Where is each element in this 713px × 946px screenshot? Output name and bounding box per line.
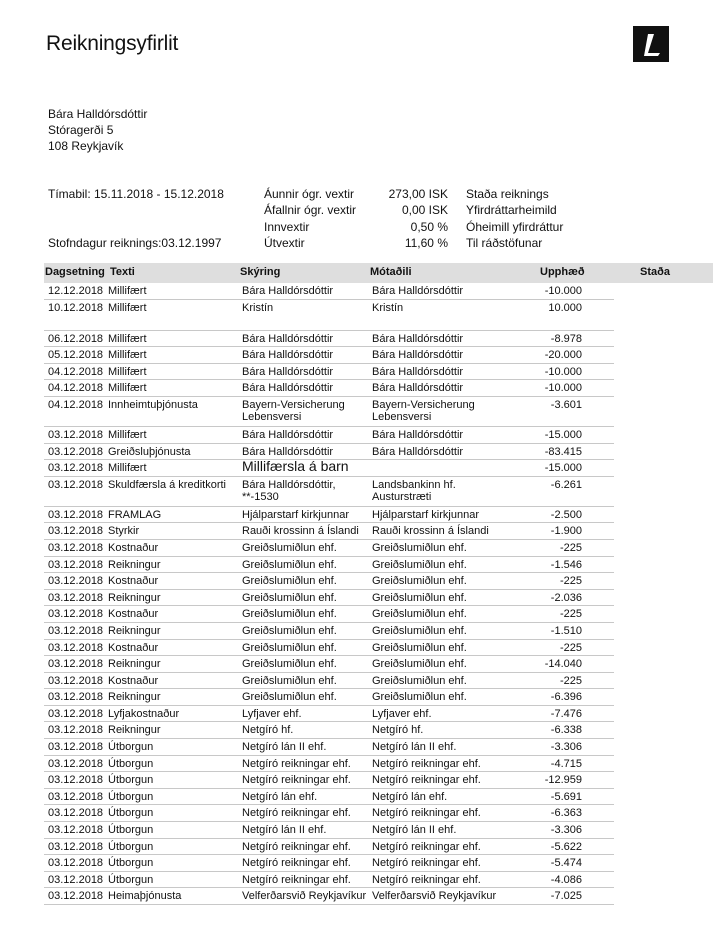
row-text: Reikningur: [108, 624, 161, 637]
row-amount: 10.000: [548, 301, 582, 314]
row-date: 03.12.2018: [48, 774, 104, 787]
row-date: 04.12.2018: [48, 382, 104, 395]
row-skyring: Hjálparstarf kirkjunnar: [242, 508, 349, 521]
row-date: 03.12.2018: [48, 890, 104, 903]
row-date: 03.12.2018: [48, 873, 104, 886]
row-skyring: Bára Halldórsdóttir: [242, 445, 334, 458]
row-date: 03.12.2018: [48, 857, 104, 870]
row-skyring: Bára Halldórsdóttir: [242, 428, 334, 441]
row-amount: -15.000: [544, 428, 582, 441]
summary-value: 0,00 ISK: [401, 203, 448, 218]
row-text: Reikningur: [108, 691, 161, 704]
table-row: [44, 557, 614, 574]
row-date: 03.12.2018: [48, 824, 104, 837]
row-skyring: Bára Halldórsdóttir: [242, 349, 334, 362]
status-label: Óheimill yfirdráttur: [466, 219, 564, 234]
account-founded: Stofndagur reiknings:03.12.1997: [48, 236, 222, 250]
row-text: Lyfjakostnaður: [108, 707, 180, 720]
row-amount: -10.000: [544, 382, 582, 395]
row-skyring: Netgíró lán II ehf.: [242, 741, 327, 754]
row-motadili: Greiðslumiðlun ehf.: [372, 558, 467, 571]
row-text: Millifært: [108, 428, 147, 441]
row-amount: -20.000: [544, 349, 582, 362]
row-skyring: Greiðslumiðlun ehf.: [242, 541, 337, 554]
col-date: Dagsetning: [45, 266, 105, 278]
row-text: Útborgun: [108, 873, 154, 886]
row-amount: -12.959: [544, 774, 582, 787]
row-amount: -225: [559, 641, 582, 654]
row-motadili: Landsbankinn hf. Austurstræti: [372, 478, 456, 503]
row-motadili: Netgíró reikningar ehf.: [372, 840, 481, 853]
table-row: [44, 540, 614, 557]
row-amount: -8.978: [550, 332, 582, 345]
row-date: 03.12.2018: [48, 724, 104, 737]
summary-value: 11,60 %: [404, 235, 448, 250]
row-text: Millifært: [108, 349, 147, 362]
row-text: Heimaþjónusta: [108, 890, 182, 903]
table-row: [44, 640, 614, 657]
row-skyring: Netgíró reikningar ehf.: [242, 774, 351, 787]
row-text: Útborgun: [108, 807, 154, 820]
row-date: 03.12.2018: [48, 428, 104, 441]
row-skyring: Bayern-Versicherung Lebensversi: [242, 398, 345, 423]
row-skyring: Netgíró reikningar ehf.: [242, 873, 351, 886]
address-name: Bára Halldórsdóttir: [48, 107, 148, 121]
table-row: [44, 822, 614, 839]
row-motadili: Greiðslumiðlun ehf.: [372, 674, 467, 687]
row-amount: -1.900: [550, 525, 582, 538]
status-label: Yfirdráttarheimild: [466, 203, 557, 218]
page-title: Reikningsyfirlit: [46, 32, 179, 55]
summary-value: 0,50 %: [410, 219, 448, 234]
row-motadili: Bayern-Versicherung Lebensversi: [372, 398, 475, 423]
summary-values: [360, 186, 448, 251]
table-row: [44, 839, 614, 856]
table-row: [44, 283, 614, 300]
row-text: Útborgun: [108, 790, 154, 803]
row-amount: -1.546: [550, 558, 582, 571]
table-row: [44, 706, 614, 723]
row-motadili: Netgíró reikningar ehf.: [372, 807, 481, 820]
row-skyring: Greiðslumiðlun ehf.: [242, 658, 337, 671]
row-motadili: Lyfjaver ehf.: [372, 707, 432, 720]
row-date: 03.12.2018: [48, 658, 104, 671]
row-skyring: Greiðslumiðlun ehf.: [242, 691, 337, 704]
row-motadili: Netgíró hf.: [372, 724, 424, 737]
address-city: 108 Reykjavík: [48, 139, 124, 153]
row-date: 03.12.2018: [48, 525, 104, 538]
summary-label: Innvextir: [264, 219, 310, 234]
row-amount: -10.000: [544, 365, 582, 378]
table-row: [44, 855, 614, 872]
row-skyring: Bára Halldórsdóttir: [242, 285, 334, 297]
row-text: Innheimtuþjónusta: [108, 398, 198, 411]
row-motadili: Bára Halldórsdóttir: [372, 349, 464, 362]
row-motadili: Bára Halldórsdóttir: [372, 382, 464, 395]
row-skyring: Netgíró lán ehf.: [242, 790, 318, 803]
row-skyring: Lyfjaver ehf.: [242, 707, 302, 720]
summary-label: Áfallnir ógr. vextir: [264, 203, 357, 218]
col-motadili: Mótaðili: [370, 266, 412, 278]
row-date: 03.12.2018: [48, 478, 104, 491]
row-motadili: Netgíró lán ehf.: [372, 790, 448, 803]
row-skyring: Greiðslumiðlun ehf.: [242, 608, 337, 621]
row-skyring: Netgíró hf.: [242, 724, 294, 737]
customer-address: [48, 106, 147, 154]
row-motadili: Greiðslumiðlun ehf.: [372, 641, 467, 654]
row-motadili: Bára Halldórsdóttir: [372, 445, 464, 458]
summary-label: Áunnir ógr. vextir: [264, 187, 355, 201]
row-date: 03.12.2018: [48, 691, 104, 704]
row-skyring: Kristín: [242, 301, 274, 314]
row-skyring: Rauði krossinn á Íslandi: [242, 525, 359, 538]
row-skyring: Bára Halldórsdóttir: [242, 382, 334, 395]
row-date: 05.12.2018: [48, 349, 104, 362]
row-text: Útborgun: [108, 774, 154, 787]
row-motadili: Greiðslumiðlun ehf.: [372, 575, 467, 588]
row-date: 04.12.2018: [48, 398, 104, 411]
row-motadili: Hjálparstarf kirkjunnar: [372, 508, 479, 521]
row-text: Millifært: [108, 285, 147, 297]
table-row: [44, 397, 614, 427]
row-amount: -5.691: [550, 790, 582, 803]
row-motadili: Bára Halldórsdóttir: [372, 428, 464, 441]
row-date: 04.12.2018: [48, 365, 104, 378]
table-row: [44, 507, 614, 524]
table-row: [44, 347, 614, 364]
row-amount: -6.338: [550, 724, 582, 737]
row-date: 03.12.2018: [48, 591, 104, 604]
row-text: Útborgun: [108, 741, 154, 754]
row-motadili: Velferðarsvið Reykjavíkur: [372, 890, 497, 903]
row-text: Reikningur: [108, 724, 161, 737]
row-amount: -5.622: [550, 840, 582, 853]
row-amount: -225: [559, 608, 582, 621]
bank-logo: [633, 26, 669, 62]
row-date: 03.12.2018: [48, 575, 104, 588]
row-text: Útborgun: [108, 857, 154, 870]
table-row: [44, 872, 614, 889]
row-motadili: Greiðslumiðlun ehf.: [372, 624, 467, 637]
row-text: Millifært: [108, 382, 147, 395]
row-text: Útborgun: [108, 840, 154, 853]
table-row: [44, 888, 614, 905]
row-skyring: Bára Halldórsdóttir, **-1530: [242, 478, 336, 503]
row-text: Útborgun: [108, 824, 154, 837]
row-text: Reikningur: [108, 658, 161, 671]
row-skyring: Netgíró reikningar ehf.: [242, 807, 351, 820]
row-date: 03.12.2018: [48, 741, 104, 754]
row-motadili: Netgíró reikningar ehf.: [372, 857, 481, 870]
row-motadili: Greiðslumiðlun ehf.: [372, 658, 467, 671]
row-date: 10.12.2018: [48, 301, 104, 314]
row-date: 06.12.2018: [48, 332, 104, 345]
row-text: Millifært: [108, 365, 147, 378]
table-row: [44, 756, 614, 773]
row-text: Kostnaður: [108, 641, 159, 654]
col-text: Texti: [110, 266, 135, 278]
table-row: [44, 739, 614, 756]
row-text: Kostnaður: [108, 541, 159, 554]
row-motadili: Bára Halldórsdóttir: [372, 365, 464, 378]
table-row: [44, 772, 614, 789]
row-amount: -6.396: [550, 691, 582, 704]
row-amount: -3.601: [550, 398, 582, 411]
summary-status: [466, 186, 563, 251]
table-row: [44, 380, 614, 397]
row-skyring: Greiðslumiðlun ehf.: [242, 575, 337, 588]
row-date: 03.12.2018: [48, 790, 104, 803]
row-motadili: Bára Halldórsdóttir: [372, 285, 464, 297]
summary-value: 273,00 ISK: [388, 187, 448, 201]
table-row: [44, 331, 614, 348]
address-street: Stóragerði 5: [48, 123, 114, 137]
row-date: 03.12.2018: [48, 608, 104, 621]
transaction-table: [44, 283, 614, 905]
row-skyring: Greiðslumiðlun ehf.: [242, 558, 337, 571]
row-amount: -3.306: [550, 824, 582, 837]
table-row: [44, 689, 614, 706]
row-text: Millifært: [108, 301, 147, 314]
row-motadili: Kristín: [372, 301, 404, 314]
table-row: [44, 300, 614, 331]
row-date: 12.12.2018: [48, 285, 104, 297]
row-skyring: Greiðslumiðlun ehf.: [242, 641, 337, 654]
row-motadili: Netgíró reikningar ehf.: [372, 774, 481, 787]
row-motadili: Rauði krossinn á Íslandi: [372, 525, 489, 538]
row-amount: -225: [559, 541, 582, 554]
table-row: [44, 364, 614, 381]
row-text: Kostnaður: [108, 575, 159, 588]
row-skyring: Bára Halldórsdóttir: [242, 365, 334, 378]
row-amount: -6.261: [550, 478, 582, 491]
row-motadili: Netgíró reikningar ehf.: [372, 757, 481, 770]
row-amount: -2.500: [550, 508, 582, 521]
row-skyring: Greiðslumiðlun ehf.: [242, 591, 337, 604]
row-amount: -10.000: [544, 285, 582, 297]
col-skyring: Skýring: [240, 266, 281, 278]
summary-labels: [264, 186, 356, 251]
row-text: Millifært: [108, 462, 147, 475]
row-text: FRAMLAG: [108, 508, 162, 521]
row-skyring: Netgíró lán II ehf.: [242, 824, 327, 837]
row-amount: -4.715: [550, 757, 582, 770]
table-row: [44, 477, 614, 507]
table-row: [44, 656, 614, 673]
row-skyring: Velferðarsvið Reykjavíkur: [242, 890, 367, 903]
row-text: Kostnaður: [108, 608, 159, 621]
table-row: [44, 523, 614, 540]
row-date: 03.12.2018: [48, 558, 104, 571]
row-text: Skuldfærsla á kreditkorti: [108, 478, 226, 491]
row-date: 03.12.2018: [48, 541, 104, 554]
row-amount: -6.363: [550, 807, 582, 820]
table-header: [44, 263, 713, 283]
row-amount: -5.474: [550, 857, 582, 870]
row-amount: -4.086: [550, 873, 582, 886]
row-text: Útborgun: [108, 757, 154, 770]
row-motadili: Greiðslumiðlun ehf.: [372, 591, 467, 604]
row-motadili: Netgíró reikningar ehf.: [372, 873, 481, 886]
row-skyring: Greiðslumiðlun ehf.: [242, 674, 337, 687]
row-skyring: Netgíró reikningar ehf.: [242, 840, 351, 853]
row-amount: -83.415: [544, 445, 582, 458]
row-date: 03.12.2018: [48, 707, 104, 720]
table-row: [44, 789, 614, 806]
row-date: 03.12.2018: [48, 757, 104, 770]
table-row: [44, 427, 614, 444]
table-row: [44, 722, 614, 739]
row-text: Reikningur: [108, 591, 161, 604]
row-motadili: Greiðslumiðlun ehf.: [372, 691, 467, 704]
table-row: [44, 573, 614, 590]
row-amount: -7.025: [550, 890, 582, 903]
row-text: Greiðsluþjónusta: [108, 445, 191, 458]
row-motadili: Netgíró lán II ehf.: [372, 741, 457, 754]
row-date: 03.12.2018: [48, 508, 104, 521]
table-row: [44, 673, 614, 690]
row-amount: -15.000: [544, 462, 582, 475]
row-date: 03.12.2018: [48, 641, 104, 654]
row-amount: -7.476: [550, 707, 582, 720]
row-skyring: Bára Halldórsdóttir: [242, 332, 334, 345]
row-motadili: Bára Halldórsdóttir: [372, 332, 464, 345]
table-row: [44, 460, 614, 477]
row-amount: -225: [559, 674, 582, 687]
row-amount: -2.036: [550, 591, 582, 604]
row-text: Kostnaður: [108, 674, 159, 687]
row-amount: -1.510: [550, 624, 582, 637]
row-motadili: Greiðslumiðlun ehf.: [372, 541, 467, 554]
row-date: 03.12.2018: [48, 624, 104, 637]
statement-period: Tímabil: 15.11.2018 - 15.12.2018: [48, 187, 224, 201]
status-label: Til ráðstöfunar: [466, 235, 543, 250]
row-date: 03.12.2018: [48, 674, 104, 687]
row-date: 03.12.2018: [48, 462, 104, 475]
col-balance: Staða: [640, 266, 670, 278]
table-row: [44, 606, 614, 623]
row-date: 03.12.2018: [48, 840, 104, 853]
status-label: Staða reiknings: [466, 187, 549, 201]
row-date: 03.12.2018: [48, 807, 104, 820]
row-skyring: Netgíró reikningar ehf.: [242, 857, 351, 870]
row-amount: -225: [559, 575, 582, 588]
table-row: [44, 805, 614, 822]
row-skyring: Netgíró reikningar ehf.: [242, 757, 351, 770]
row-skyring: Millifærsla á barn: [242, 458, 349, 475]
row-motadili: Netgíró lán II ehf.: [372, 824, 457, 837]
table-row: [44, 590, 614, 607]
col-amount: Upphæð: [540, 266, 585, 278]
row-text: Styrkir: [108, 525, 140, 538]
row-date: 03.12.2018: [48, 445, 104, 458]
table-row: [44, 623, 614, 640]
summary-label: Útvextir: [264, 235, 305, 250]
row-amount: -14.040: [544, 658, 582, 671]
row-amount: -3.306: [550, 741, 582, 754]
row-text: Millifært: [108, 332, 147, 345]
row-skyring: Greiðslumiðlun ehf.: [242, 624, 337, 637]
row-text: Reikningur: [108, 558, 161, 571]
row-motadili: Greiðslumiðlun ehf.: [372, 608, 467, 621]
